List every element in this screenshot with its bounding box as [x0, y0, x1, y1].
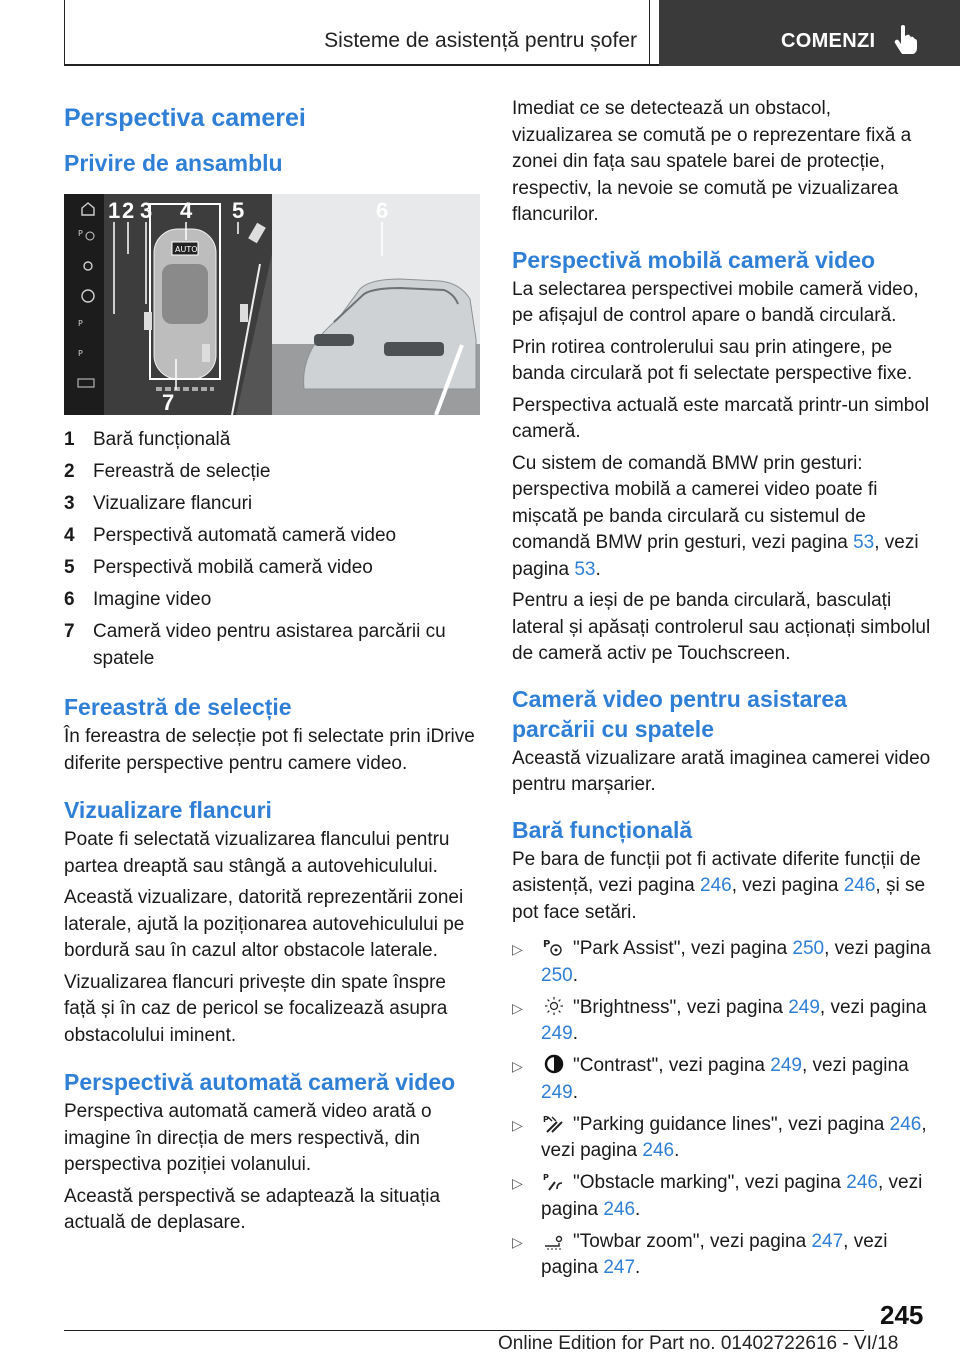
page-link[interactable]: 250 [541, 964, 573, 986]
legend-text: Perspectivă mobilă cameră video [93, 557, 373, 578]
towbar-icon [543, 1230, 565, 1250]
figure-legend [64, 427, 480, 672]
auto-badge: AUTO [175, 245, 198, 254]
legend-item [64, 459, 480, 486]
callout-1: 1 [108, 198, 121, 223]
page-number: 245 [880, 1300, 924, 1330]
legend-text: Imagine video [93, 589, 212, 610]
page-link[interactable]: 249 [541, 1023, 573, 1044]
legend-number: 7 [64, 621, 75, 642]
bullet-triangle-icon: ▷ [512, 1116, 523, 1133]
page-link[interactable]: 250 [792, 938, 825, 959]
function-item-contrast: ▷ "Contrast", vezi pagina 249, vezi pagina 249. [512, 1055, 909, 1103]
function-bar-text: Pe bara de funcții pot fi activate diferite funcții de asistență, vezi pagina 246, vezi pagina 246, și se pot face setări. [512, 848, 926, 923]
svg-text:P: P [78, 349, 83, 358]
selection-window-text: În fereastra de selecție pot fi selectate prin iDrive diferite perspective pentru camere video. [64, 726, 475, 774]
mobile-view-text-5: Pentru a ieși de pe banda circulară, basculați lateral și apăsați controlerul sau acționați simbolul de cameră activ pe Touchscreen. [512, 590, 931, 664]
page-link[interactable]: 249 [788, 996, 820, 1018]
obstacle-marking-icon [543, 1171, 565, 1191]
legend-item [64, 619, 480, 672]
flank-view-text-3: Vizualizarea flancuri privește din spate înspre față și în caz de pericol se focalizează asupra obstacolului iminent. [64, 971, 448, 1046]
bullet-triangle-icon: ▷ [512, 999, 523, 1016]
function-list [512, 936, 932, 1282]
camera-view-illustration [64, 194, 480, 415]
bullet-triangle-icon: ▷ [512, 941, 523, 957]
legend-number: 3 [64, 493, 75, 514]
legend-text: Fereastră de selecție [93, 461, 271, 482]
chapter-title: COMENZI [781, 30, 876, 52]
function-item-brightness: ▷ "Brightness", vezi pagina 249, vezi pagina 249. [512, 996, 927, 1044]
footer-divider [64, 1330, 864, 1331]
page-link[interactable]: 246 [846, 1172, 878, 1193]
bullet-triangle-icon: ▷ [512, 1233, 523, 1250]
legend-item [64, 555, 480, 582]
flank-view-text-1: Poate fi selectată vizualizarea flancului pentru partea dreaptă sau stângă a autovehiculului. [64, 829, 450, 877]
mobile-view-heading: Perspectivă mobilă cameră video [512, 246, 876, 273]
callout-3: 3 [140, 198, 153, 223]
park-assist-icon [543, 937, 565, 957]
legend-number: 5 [64, 557, 75, 578]
overview-heading: Privire de ansamblu [64, 150, 283, 176]
svg-text:P: P [543, 939, 551, 950]
callout-2: 2 [122, 198, 135, 223]
mobile-view-text-1: La selectarea perspectivei mobile cameră video, pe afișajul de control apare o bandă circulară. [512, 278, 919, 326]
page-link[interactable]: 53 [574, 558, 596, 580]
page-link[interactable]: 246 [642, 1140, 675, 1161]
selection-window-heading: Fereastră de selecție [64, 694, 292, 720]
callout-5: 5 [232, 198, 245, 223]
page-link[interactable]: 246 [603, 1198, 636, 1220]
function-item-towbar: ▷ "Towbar zoom", vezi pagina 247, vezi pagina 247. [512, 1230, 888, 1278]
hand-pointer-icon [893, 24, 919, 54]
function-item-parking-lines: ▷ P "Parking guidance lines", vezi pagina 246, vezi pagina 246. [512, 1113, 927, 1161]
legend-text: Perspectivă automată cameră video [93, 525, 397, 546]
camera-screen-svg [64, 194, 480, 415]
mobile-view-text-2: Prin rotirea controlerului sau prin atingere, pe banda circulară pot fi selectate perspective fixe. [512, 336, 913, 384]
page-title: Perspectiva camerei [64, 104, 306, 132]
contrast-icon [543, 1054, 565, 1074]
section-tab [64, 0, 650, 66]
legend-number: 4 [64, 525, 75, 546]
auto-view-text-1: Perspectiva automată cameră video arată o imagine în direcția de mers respectivă, din perspectiva poziției volanului. [64, 1101, 432, 1175]
page-link[interactable]: 247 [811, 1230, 844, 1252]
svg-text:P: P [78, 229, 83, 238]
mobile-view-text-4: Cu sistem de comandă BMW prin gesturi: perspectiva mobilă a camerei video poate fi mișcată pe banda circulară cu sistemul de comandă BMW prin gesturi, vezi pagina 53, vezi pagina 53. [512, 452, 919, 580]
rear-camera-heading: Cameră video pentru asistarea parcării cu spatele [512, 685, 847, 742]
legend-item [64, 427, 480, 454]
page-link[interactable]: 246 [889, 1113, 922, 1135]
svg-text:P: P [78, 319, 83, 328]
right-column [512, 96, 932, 1287]
legend-item [64, 587, 480, 614]
bullet-triangle-icon: ▷ [512, 1058, 523, 1074]
page-link[interactable]: 246 [843, 875, 876, 896]
svg-text:P: P [543, 1114, 549, 1124]
callout-4: 4 [180, 198, 193, 223]
legend-text: Cameră video pentru asistarea parcării cu spatele [93, 621, 446, 669]
page-link[interactable]: 246 [700, 875, 732, 896]
flank-view-text-2: Această vizualizare, datorită reprezentării zonei laterale, ajută la poziționarea autovehiculului pe bordură sau în cazul altor obstacole laterale. [64, 887, 465, 961]
page-link[interactable]: 247 [603, 1257, 636, 1278]
page-link[interactable]: 53 [853, 532, 875, 553]
brightness-icon [543, 996, 565, 1016]
section-title: Sisteme de asistență pentru șofer [324, 29, 637, 52]
obstacle-intro-text: Imediat ce se detectează un obstacol, vizualizarea se comută pe o reprezentare fixă a zonei din fața sau spatele barei de protecție, respectiv, la nevoie se comută pe vizualizarea flancurilor. [512, 98, 912, 225]
callout-7: 7 [162, 390, 175, 415]
legend-item [64, 491, 480, 518]
legend-number: 2 [64, 461, 75, 482]
legend-number: 6 [64, 589, 75, 610]
edition-note: Online Edition for Part no. 01402722616 - VI/18 [498, 1333, 899, 1354]
legend-item [64, 523, 480, 550]
flank-view-heading: Vizualizare flancuri [64, 797, 272, 823]
legend-number: 1 [64, 429, 75, 450]
parking-lines-icon [543, 1113, 565, 1133]
mobile-view-text-3: Perspectiva actuală este marcată printr-un simbol cameră. [512, 394, 930, 442]
page-link[interactable]: 249 [770, 1055, 802, 1076]
bullet-triangle-icon: ▷ [512, 1175, 523, 1191]
rear-camera-text: Această vizualizare arată imaginea camerei video pentru marșarier. [512, 747, 931, 795]
auto-view-text-2: Această perspectivă se adaptează la situația actuală de deplasare. [64, 1185, 441, 1233]
auto-view-heading: Perspectivă automată cameră video [64, 1069, 456, 1095]
function-item-park-assist: ▷ P "Park Assist", vezi pagina 250, vezi pagina 250. [512, 938, 931, 986]
function-bar-heading: Bară funcțională [512, 816, 693, 843]
function-item-obstacle-marking: ▷ P "Obstacle marking", vezi pagina 246, vezi pagina 246. [512, 1172, 923, 1220]
chapter-tab [659, 0, 960, 66]
legend-text: Bară funcțională [93, 429, 231, 450]
svg-text:P: P [543, 1173, 549, 1182]
page-link[interactable]: 249 [541, 1081, 573, 1103]
legend-text: Vizualizare flancuri [93, 493, 253, 514]
left-column [64, 96, 480, 1242]
page-header [64, 0, 960, 66]
callout-6: 6 [376, 198, 389, 223]
